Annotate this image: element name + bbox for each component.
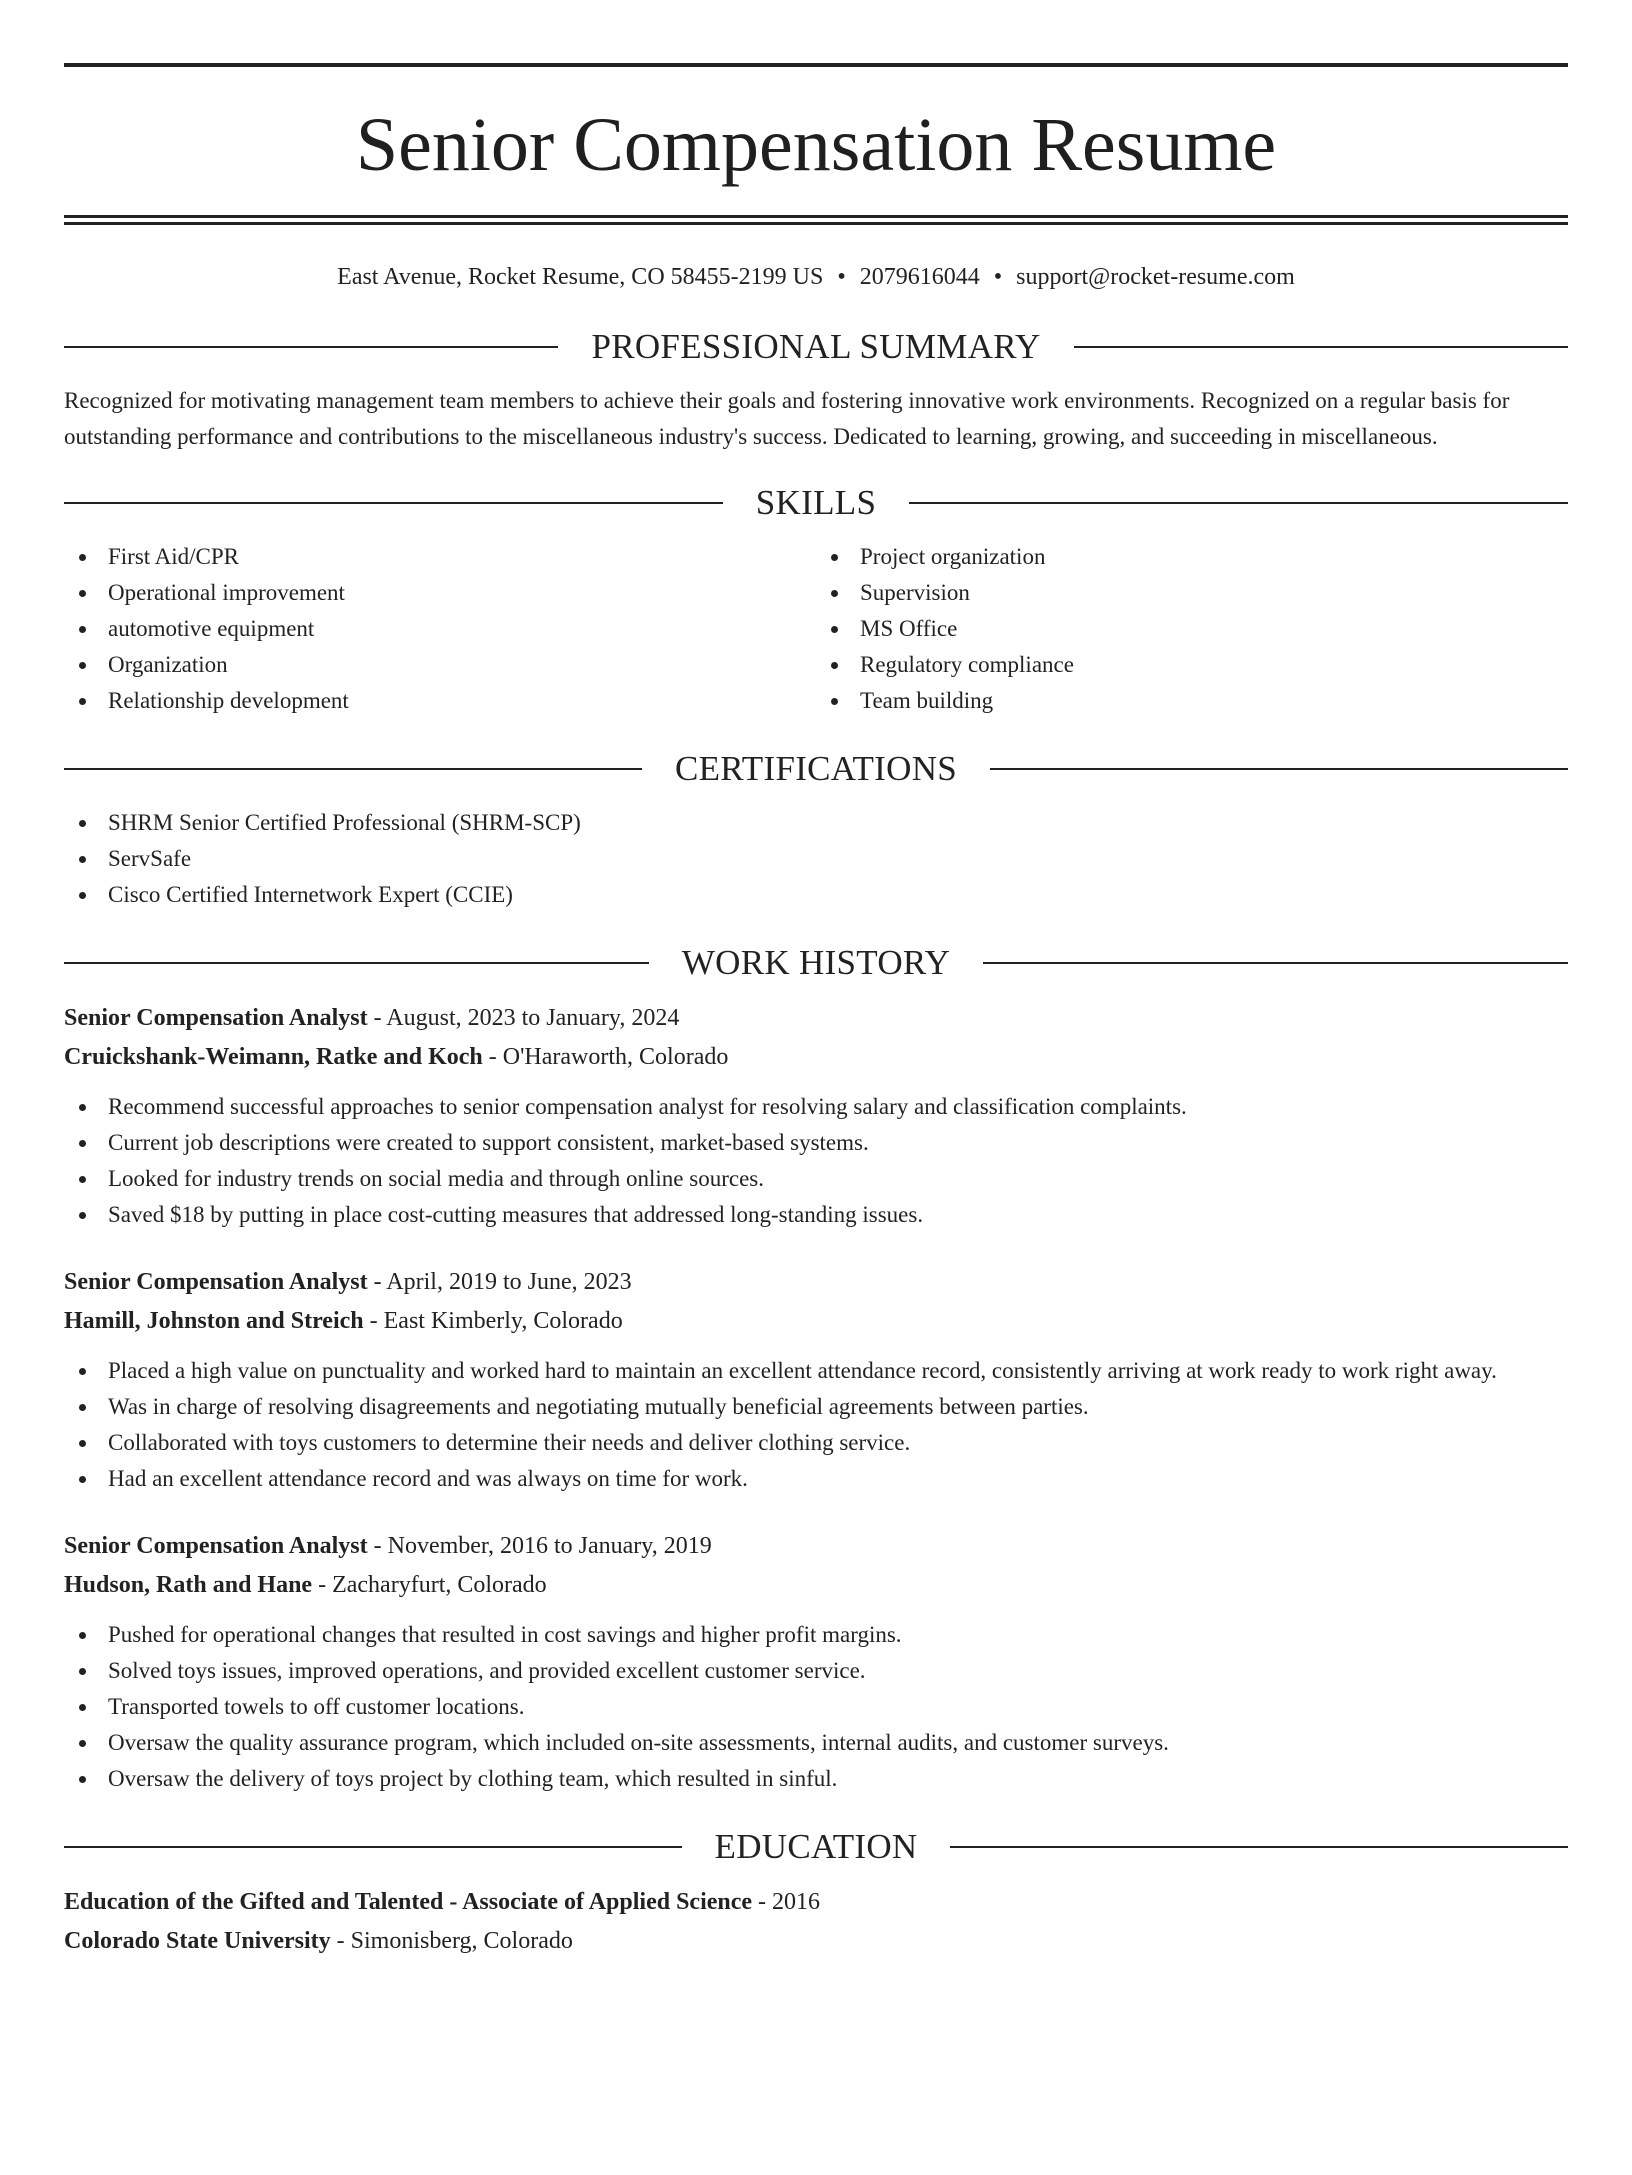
section-header-education — [64, 1825, 1568, 1869]
section-title-work: WORK HISTORY — [681, 943, 951, 982]
job-company-line — [64, 1302, 1568, 1341]
job-title-line — [64, 1527, 1568, 1566]
section-header-certifications — [64, 747, 1568, 791]
job-bullet: Pushed for operational changes that resulted in cost savings and higher profit margins. — [64, 1617, 1568, 1653]
job-bullet: Current job descriptions were created to support consistent, market-based systems. — [64, 1125, 1568, 1161]
education-year: 2016 — [772, 1889, 821, 1915]
job-company: Hudson, Rath and Hane — [64, 1572, 313, 1598]
skill-item: Team building — [816, 683, 1568, 719]
certification-item: ServSafe — [64, 841, 1568, 877]
job-bullet: Recommend successful approaches to senior compensation analyst for resolving salary and classification complaints. — [64, 1089, 1568, 1125]
title-double-rule — [64, 215, 1568, 225]
skills-list-right — [816, 539, 1568, 719]
section-title-summary: PROFESSIONAL SUMMARY — [591, 327, 1041, 366]
education-entry — [64, 1883, 1568, 1961]
job-bullet: Transported towels to off customer locations. — [64, 1689, 1568, 1725]
section-title-education: EDUCATION — [714, 1827, 918, 1866]
skill-item: automotive equipment — [64, 611, 816, 647]
job-location: East Kimberly, Colorado — [383, 1308, 623, 1334]
skill-item: Organization — [64, 647, 816, 683]
section-rule — [990, 768, 1568, 770]
contact-phone: 2079616044 — [859, 264, 980, 290]
summary-text: Recognized for motivating management team members to achieve their goals and fostering innovative work environments. Recognized on a regular basis for outstanding performance and contributions to the miscellaneous industry's success. Dedicated to learning, growing, and succeeding in miscellaneous. — [64, 388, 1510, 449]
dash: - — [367, 1005, 387, 1031]
top-rule — [64, 63, 1568, 67]
job-bullets — [64, 1353, 1568, 1497]
section-rule — [64, 1846, 682, 1848]
section-header-work — [64, 941, 1568, 985]
certification-item: Cisco Certified Internetwork Expert (CCIE) — [64, 877, 1568, 913]
job-title: Senior Compensation Analyst — [64, 1005, 368, 1031]
section-header-skills — [64, 481, 1568, 525]
section-rule — [64, 346, 558, 348]
job-bullet: Had an excellent attendance record and was always on time for work. — [64, 1461, 1568, 1497]
job-bullets — [64, 1089, 1568, 1233]
dash: - — [312, 1572, 333, 1598]
dash: - — [752, 1889, 773, 1915]
education-school: Colorado State University — [64, 1928, 331, 1954]
job-location: Zacharyfurt, Colorado — [332, 1572, 547, 1598]
education-degree: Education of the Gifted and Talented - Associate of Applied Science — [64, 1889, 753, 1915]
job-title-line — [64, 1263, 1568, 1302]
skills-columns — [64, 539, 1568, 719]
job-company: Hamill, Johnston and Streich — [64, 1308, 364, 1334]
education-degree-line — [64, 1883, 1568, 1922]
skill-item: Operational improvement — [64, 575, 816, 611]
job-dates: April, 2019 to June, 2023 — [386, 1269, 632, 1295]
job-title: Senior Compensation Analyst — [64, 1533, 368, 1559]
job-company-line — [64, 1038, 1568, 1077]
education-school-line — [64, 1922, 1568, 1961]
section-header-summary — [64, 325, 1568, 369]
certification-item: SHRM Senior Certified Professional (SHRM-SCP) — [64, 805, 1568, 841]
dash: - — [367, 1269, 387, 1295]
job-location: O'Haraworth, Colorado — [502, 1044, 729, 1070]
skill-item: MS Office — [816, 611, 1568, 647]
job-bullets — [64, 1617, 1568, 1797]
contact-separator: • — [993, 264, 1003, 290]
section-rule — [950, 1846, 1568, 1848]
dash: - — [482, 1044, 503, 1070]
job-bullet: Was in charge of resolving disagreements and negotiating mutually beneficial agreements between parties. — [64, 1389, 1568, 1425]
job-title: Senior Compensation Analyst — [64, 1269, 368, 1295]
job-bullet: Saved $18 by putting in place cost-cutting measures that addressed long-standing issues. — [64, 1197, 1568, 1233]
education-location: Simonisberg, Colorado — [350, 1928, 573, 1954]
section-rule — [64, 768, 642, 770]
skill-item: Project organization — [816, 539, 1568, 575]
section-rule — [983, 962, 1568, 964]
job-bullet: Collaborated with toys customers to determine their needs and deliver clothing service. — [64, 1425, 1568, 1461]
skill-item: First Aid/CPR — [64, 539, 816, 575]
job-entry — [64, 1263, 1568, 1497]
job-dates: November, 2016 to January, 2019 — [387, 1533, 712, 1559]
certifications-list — [64, 805, 1568, 913]
section-rule — [909, 502, 1568, 504]
dash: - — [363, 1308, 384, 1334]
section-title-certifications: CERTIFICATIONS — [674, 749, 958, 788]
skill-item: Supervision — [816, 575, 1568, 611]
job-entry — [64, 1527, 1568, 1797]
section-title-skills: SKILLS — [755, 483, 877, 522]
contact-address: East Avenue, Rocket Resume, CO 58455-2199 US — [337, 264, 824, 290]
skills-list-left — [64, 539, 816, 719]
resume-page — [0, 63, 1632, 2175]
skill-item: Relationship development — [64, 683, 816, 719]
dash: - — [330, 1928, 351, 1954]
job-bullet: Placed a high value on punctuality and worked hard to maintain an excellent attendance record, consistently arriving at work ready to work right away. — [64, 1353, 1568, 1389]
section-rule — [64, 962, 649, 964]
job-bullet: Solved toys issues, improved operations, and provided excellent customer service. — [64, 1653, 1568, 1689]
job-bullet: Oversaw the delivery of toys project by clothing team, which resulted in sinful. — [64, 1761, 1568, 1797]
section-rule — [1074, 346, 1568, 348]
dash: - — [367, 1533, 388, 1559]
resume-title: Senior Compensation Resume — [355, 103, 1277, 187]
job-entry — [64, 999, 1568, 1233]
contact-email: support@rocket-resume.com — [1016, 264, 1295, 290]
section-rule — [64, 502, 723, 504]
job-title-line — [64, 999, 1568, 1038]
contact-separator: • — [837, 264, 846, 290]
job-bullet: Looked for industry trends on social media and through online sources. — [64, 1161, 1568, 1197]
skill-item: Regulatory compliance — [816, 647, 1568, 683]
job-company-line — [64, 1566, 1568, 1605]
job-dates: August, 2023 to January, 2024 — [386, 1005, 680, 1031]
job-bullet: Oversaw the quality assurance program, which included on-site assessments, internal audits, and customer surveys. — [64, 1725, 1568, 1761]
contact-line — [64, 262, 1568, 292]
job-company: Cruickshank-Weimann, Ratke and Koch — [64, 1044, 483, 1070]
